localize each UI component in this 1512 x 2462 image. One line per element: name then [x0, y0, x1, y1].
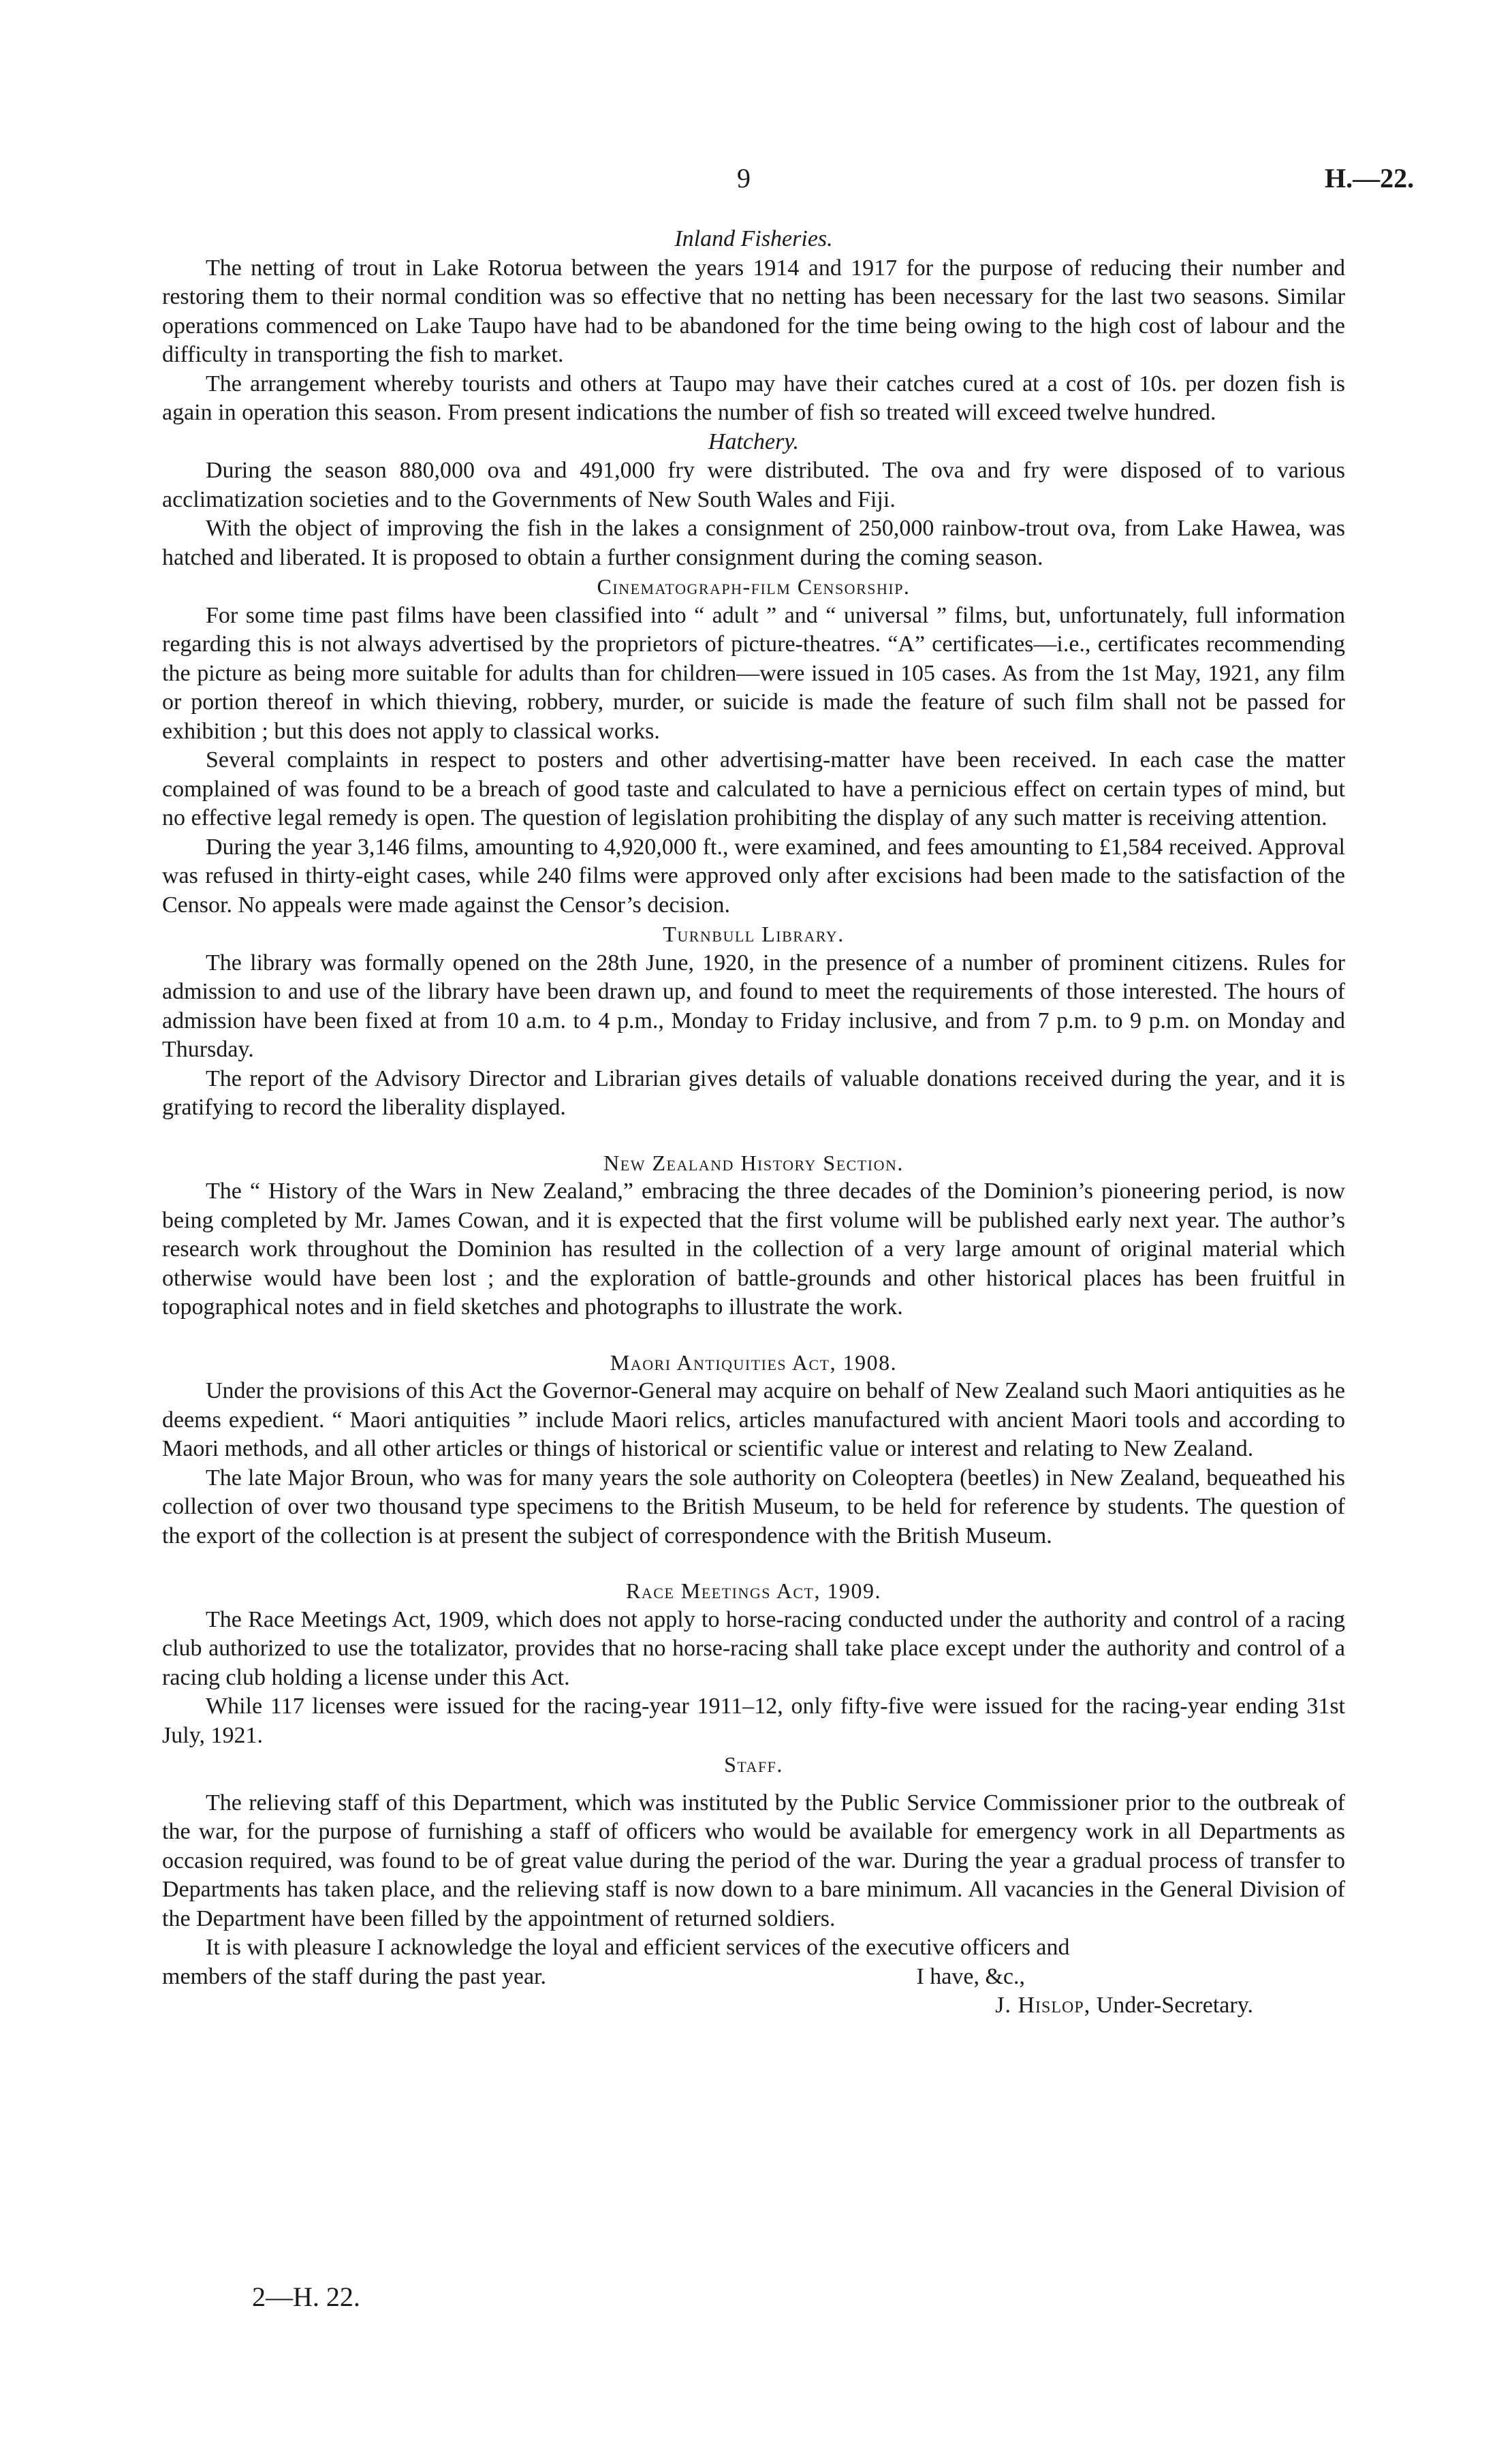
paragraph: The library was formally opened on the 28th June, 1920, in the presence of a number of prominent citizens. Rules for admission to and use of the library have been drawn up, and found to meet the requirements of those interested. The hours of admission have been fixed at from 10 a.m. to 4 p.m., Monday to Friday inclusive, and from 7 p.m. to 9 p.m. on Monday and Thursday. — [162, 950, 1345, 1062]
paragraph: The “ History of the Wars in New Zealand,” embracing the three decades of the Dominion’s pioneering period, is now being completed by Mr. James Cowan, and it is expected that the first volume will be published early next year. The author’s research work throughout the Dominion has resulted in the collection of a very large amount of original material which otherwise would have been lost ; and the exploration of battle-grounds and other historical places has been fruitful in topographical notes and in field sketches and photographs to illustrate the work. — [162, 1179, 1345, 1320]
heading-turnbull-library: Turnbull Library. — [663, 922, 845, 946]
closing-line-continuation: members of the staff during the past year. — [162, 1963, 546, 1989]
closing-row — [162, 1963, 1345, 1992]
heading-new-zealand-history-section: New Zealand History Section. — [603, 1150, 904, 1175]
paragraph: The relieving staff of this Department, which was instituted by the Public Service Commissioner prior to the outbreak of the war, for the purpose of furnishing a staff of officers who would be available for emergency work in all Departments as occasion required, was found to be of great value during the period of the war. During the year a gradual process of transfer to Departments has taken place, and the relieving staff is now down to a bare minimum. All vacancies in the General Division of the Department have been filled by the appointment of returned soldiers. — [162, 1790, 1345, 1931]
paragraph: With the object of improving the fish in the lakes a consignment of 250,000 rainbow-trout ova, from Lake Hawea, was hatched and liberated. It is proposed to obtain a further consignment during the coming season. — [162, 516, 1345, 570]
heading-race-meetings-act: Race Meetings Act, 1909. — [626, 1578, 881, 1603]
heading-cinematograph-film-censorship: Cinematograph-film Censorship. — [597, 574, 911, 599]
paragraph: Several complaints in respect to posters and other advertising-matter have been received. In each case the matter complained of was found to be a breach of good taste and calculated to have a pernicious effect on certain types of mind, but no effective legal remedy is open. The question of legislation prohibiting the display of any such matter is receiving attention. — [162, 747, 1345, 830]
signatory-name: J. Hislop, — [995, 1993, 1091, 2018]
paragraph: While 117 licenses were issued for the racing-year 1911–12, only fifty-five were issued for the racing-year ending 31st July, 1921. — [162, 1694, 1345, 1748]
paragraph: The report of the Advisory Director and Librarian gives details of valuable donations received during the year, and it is gratifying to record the liberality displayed. — [162, 1065, 1345, 1120]
closing-line: It is with pleasure I acknowledge the loyal and efficient services of the executive officers and — [206, 1935, 1070, 1960]
signatory — [162, 1991, 1345, 2021]
heading-inland-fisheries: Inland Fisheries. — [674, 226, 833, 251]
paragraph: For some time past films have been classified into “ adult ” and “ universal ” films, but, unfortunately, full information regarding this is not always advertised by the proprietors of picture-theatres. “A” certificates—i.e., certificates recommending the picture as being more suitable for adults than for children—were issued in 105 cases. As from the 1st May, 1921, any film or portion thereof in which thieving, robbery, murder, or suicide is made the feature of such film shall not be passed for exhibition ; but this does not apply to classical works. — [162, 602, 1345, 744]
heading-hatchery: Hatchery. — [708, 428, 800, 454]
heading-staff: Staff. — [724, 1752, 783, 1777]
footer-code: 2—H. 22. — [252, 2281, 360, 2312]
signatory-title: Under-Secretary. — [1096, 1993, 1253, 2018]
valediction: I have, &c., — [916, 1963, 1025, 1989]
paragraph: The Race Meetings Act, 1909, which does not apply to horse-racing conducted under the authority and control of a racing club authorized to use the totalizator, provides that no horse-racing shall take place except under the authority and control of a racing club holding a license under this Act. — [162, 1606, 1345, 1690]
paragraph: The netting of trout in Lake Rotorua between the years 1914 and 1917 for the purpose of reducing their number and restoring them to their normal condition was so effective that no netting has been necessary for the last two seasons. Similar operations commenced on Lake Taupo have had to be abandoned for the time being owing to the high cost of labour and the difficulty in transporting the fish to market. — [162, 255, 1345, 367]
page-number: 9 — [737, 163, 751, 193]
paragraph: During the year 3,146 films, amounting to 4,920,000 ft., were examined, and fees amounting to £1,584 received. Approval was refused in thirty-eight cases, while 240 films were approved only after excisions had been made to the satisfaction of the Censor. No appeals were made against the Censor’s decision. — [162, 834, 1345, 918]
heading-maori-antiquities-act: Maori Antiquities Act, 1908. — [610, 1350, 898, 1375]
paragraph: Under the provisions of this Act the Governor-General may acquire on behalf of New Zealand such Maori antiquities as he deems expedient. “ Maori antiquities ” include Maori relics, articles manufactured with ancient Maori tools and according to Maori methods, and all other articles or things of historical or scientific value or interest and relating to New Zealand. — [162, 1378, 1345, 1461]
closing-block — [162, 1933, 1345, 2021]
document-body — [162, 225, 1345, 2021]
paragraph: The late Major Broun, who was for many years the sole authority on Coleoptera (beetles) in New Zealand, bequeathed his collection of over two thousand type specimens to the British Museum, to be held for reference by students. The question of the export of the collection is at present the subject of correspondence with the British Museum. — [162, 1465, 1345, 1548]
paragraph: During the season 880,000 ova and 491,000 fry were distributed. The ova and fry were disposed of to various acclimatization societies and to the Governments of New South Wales and Fiji. — [162, 458, 1345, 512]
paragraph: The arrangement whereby tourists and others at Taupo may have their catches cured at a cost of 10s. per dozen fish is again in operation this season. From present indications the number of fish so treated will exceed twelve hundred. — [162, 371, 1345, 425]
report-code: H.—22. — [1325, 163, 1415, 193]
